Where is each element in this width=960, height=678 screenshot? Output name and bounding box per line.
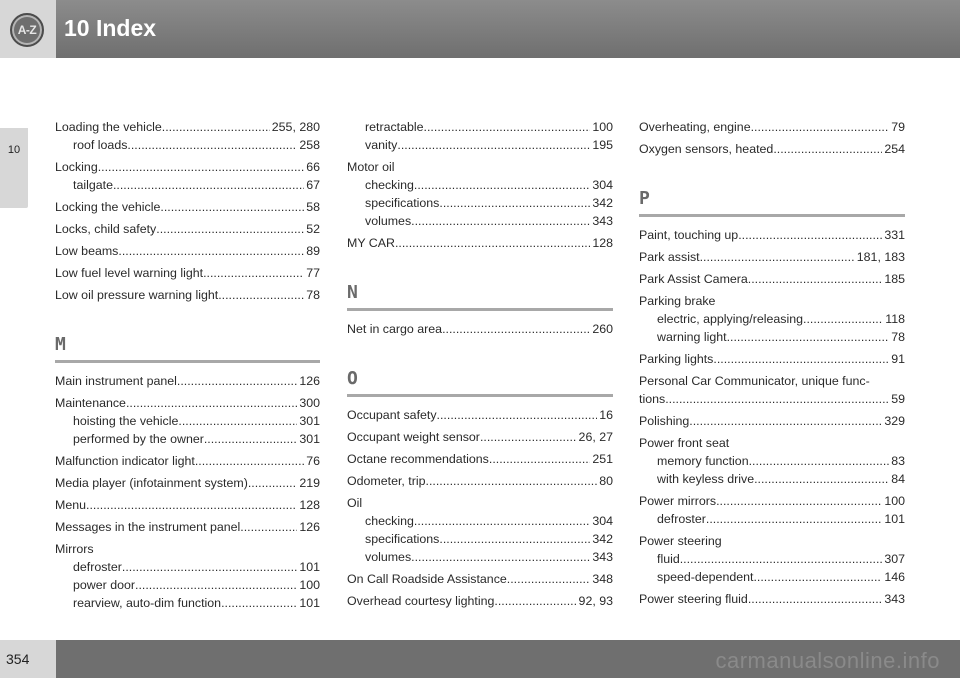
leader-dots xyxy=(414,512,590,530)
index-entry-label: Maintenance xyxy=(55,396,126,410)
index-entry-page: 59 xyxy=(891,392,905,406)
group-list xyxy=(347,406,613,610)
index-entry-page: 101 xyxy=(884,512,905,526)
leader-dots xyxy=(178,412,297,430)
index-subentry xyxy=(639,470,905,488)
index-entry-label: checking xyxy=(365,178,414,192)
index-entry-page: 300 xyxy=(299,396,320,410)
leader-dots xyxy=(122,558,297,576)
index-entry xyxy=(347,406,613,424)
leader-dots xyxy=(803,310,883,328)
index-entry-group xyxy=(55,372,320,390)
leader-dots xyxy=(204,430,297,448)
index-entry-group xyxy=(639,226,905,244)
index-entry-label: Paint, touching up xyxy=(639,228,739,242)
index-entry-label: Power steering fluid xyxy=(639,592,748,606)
index-entry-page: 79 xyxy=(891,120,905,134)
index-entry-group xyxy=(639,270,905,288)
index-entry-page: 101 xyxy=(299,596,320,610)
index-entry-group xyxy=(55,452,320,470)
letter-heading-p: P xyxy=(639,188,905,217)
leader-dots xyxy=(127,136,297,154)
a-z-badge-icon: A-Z xyxy=(10,13,44,47)
index-subentry xyxy=(639,568,905,586)
index-subentry xyxy=(347,194,613,212)
index-entry xyxy=(347,158,613,176)
leader-dots xyxy=(706,510,882,528)
index-entry-label: Overhead courtesy lighting xyxy=(347,594,495,608)
index-entry-page: 76 xyxy=(306,454,320,468)
index-entry-group xyxy=(639,492,905,528)
index-entry-group xyxy=(55,474,320,492)
leader-dots xyxy=(665,390,889,408)
index-entry xyxy=(639,434,905,452)
spacer xyxy=(639,162,905,188)
index-entry xyxy=(639,350,905,368)
index-entry xyxy=(639,270,905,288)
letter-heading-m: M xyxy=(55,334,320,363)
leader-dots xyxy=(753,568,882,586)
index-entry-page: 89 xyxy=(306,244,320,258)
index-subentry xyxy=(55,594,320,612)
index-entry-label: tions xyxy=(639,392,666,406)
index-subentry xyxy=(55,136,320,154)
leader-dots xyxy=(414,176,590,194)
index-entry-page: 126 xyxy=(299,374,320,388)
index-entry-page: 77 xyxy=(306,266,320,280)
index-entry-page: 128 xyxy=(592,236,613,250)
index-entry-label: Messages in the instrument panel xyxy=(55,520,241,534)
index-entry xyxy=(55,518,320,536)
leader-dots xyxy=(751,118,890,136)
index-entry xyxy=(55,452,320,470)
index-entry-page: 92, 93 xyxy=(578,594,613,608)
index-entry-label: Net in cargo area xyxy=(347,322,443,336)
index-entry-page: 343 xyxy=(592,214,613,228)
group-list xyxy=(347,118,613,252)
index-entry-label: hoisting the vehicle xyxy=(73,414,179,428)
index-entry-group xyxy=(347,158,613,230)
index-entry-label: On Call Roadside Assistance xyxy=(347,572,507,586)
index-entry-label: Locking xyxy=(55,160,98,174)
index-entry-label: Media player (infotainment system) xyxy=(55,476,248,490)
leader-dots xyxy=(439,194,590,212)
index-entry-label: retractable xyxy=(365,120,424,134)
index-entry-label: Parking lights xyxy=(639,352,714,366)
group-list xyxy=(55,372,320,612)
index-entry-page: 101 xyxy=(299,560,320,574)
index-entry xyxy=(639,590,905,608)
leader-dots xyxy=(177,372,297,390)
group-list xyxy=(347,320,613,338)
index-entry-page: 78 xyxy=(891,330,905,344)
index-entry-group xyxy=(55,242,320,260)
index-subentry xyxy=(347,136,613,154)
leader-dots xyxy=(411,548,590,566)
index-entry-label: Main instrument panel xyxy=(55,374,177,388)
index-entry-label: warning light xyxy=(657,330,727,344)
leader-dots xyxy=(748,590,882,608)
leader-dots xyxy=(773,140,882,158)
leader-dots xyxy=(426,472,598,490)
index-entry-label: Locking the vehicle xyxy=(55,200,161,214)
chapter-title: 10 Index xyxy=(64,15,157,41)
index-entry-label: fluid xyxy=(657,552,680,566)
index-entry-page: 329 xyxy=(884,414,905,428)
chapter-side-tab-label: 10 xyxy=(7,144,21,156)
index-entry-page: 146 xyxy=(884,570,905,584)
index-entry-page: 100 xyxy=(299,578,320,592)
leader-dots xyxy=(113,176,304,194)
spacer xyxy=(55,308,320,334)
index-entry-label: tailgate xyxy=(73,178,113,192)
leader-dots xyxy=(437,406,598,424)
leader-dots xyxy=(689,412,882,430)
index-entry-page: 80 xyxy=(599,474,613,488)
index-entry-page: 84 xyxy=(891,472,905,486)
index-entry xyxy=(55,286,320,304)
leader-dots xyxy=(135,576,297,594)
index-entry-page: 52 xyxy=(306,222,320,236)
index-entry-group xyxy=(347,118,613,154)
index-entry-label: rearview, auto-dim function xyxy=(73,596,222,610)
leader-dots xyxy=(86,496,297,514)
index-entry xyxy=(55,372,320,390)
leader-dots xyxy=(156,220,304,238)
index-entry xyxy=(639,118,905,136)
index-entry-label: specifications xyxy=(365,196,440,210)
index-entry-label: Power front seat xyxy=(639,436,730,450)
leader-dots xyxy=(727,328,890,346)
index-entry-page: 126 xyxy=(299,520,320,534)
index-entry xyxy=(347,570,613,588)
index-entry-page: 343 xyxy=(884,592,905,606)
index-entry xyxy=(639,292,905,310)
chapter-side-tab xyxy=(0,128,28,208)
leader-dots xyxy=(748,270,883,288)
index-entry-group xyxy=(55,158,320,194)
index-entry xyxy=(639,226,905,244)
index-entry-label: defroster xyxy=(73,560,122,574)
index-entry-label: speed-dependent xyxy=(657,570,754,584)
index-entry-label: volumes xyxy=(365,214,412,228)
leader-dots xyxy=(118,242,304,260)
index-entry-page: 342 xyxy=(592,196,613,210)
index-entry xyxy=(55,242,320,260)
leader-dots xyxy=(195,452,304,470)
index-entry xyxy=(347,472,613,490)
index-entry-label: Octane recommendations xyxy=(347,452,489,466)
index-entry-page: 343 xyxy=(592,550,613,564)
index-entry-group xyxy=(347,570,613,588)
index-entry-label: Mirrors xyxy=(55,542,94,556)
index-entry xyxy=(639,248,905,266)
index-entry-group xyxy=(55,118,320,154)
index-entry xyxy=(639,390,905,408)
leader-dots xyxy=(424,118,591,136)
index-entry-label: Overheating, engine xyxy=(639,120,751,134)
index-entry-page: 342 xyxy=(592,532,613,546)
group-list xyxy=(639,118,905,158)
index-entry-label: vanity xyxy=(365,138,398,152)
leader-dots xyxy=(489,450,590,468)
index-column-3 xyxy=(639,118,905,612)
index-entry-label: Low beams xyxy=(55,244,119,258)
index-entry xyxy=(55,158,320,176)
index-entry-label: MY CAR xyxy=(347,236,395,250)
index-entry-label: Odometer, trip xyxy=(347,474,426,488)
group-list xyxy=(55,118,320,304)
index-entry-label: Motor oil xyxy=(347,160,395,174)
leader-dots xyxy=(439,530,590,548)
index-entry-label: with keyless drive xyxy=(657,472,755,486)
index-subentry xyxy=(55,176,320,194)
leader-dots xyxy=(480,428,577,446)
index-entry-group xyxy=(55,220,320,238)
index-entry-label: Oil xyxy=(347,496,363,510)
index-entry-label: Occupant weight sensor xyxy=(347,430,480,444)
index-entry-group xyxy=(347,406,613,424)
index-entry-label: memory function xyxy=(657,454,749,468)
index-entry-group xyxy=(347,592,613,610)
index-entry-group xyxy=(347,494,613,566)
index-subentry xyxy=(639,510,905,528)
index-entry-label: Low fuel level warning light xyxy=(55,266,204,280)
index-entry-group xyxy=(639,140,905,158)
group-list xyxy=(639,226,905,608)
index-entry-label: Malfunction indicator light xyxy=(55,454,195,468)
letter-heading-n: N xyxy=(347,282,613,311)
leader-dots xyxy=(680,550,883,568)
index-entry xyxy=(639,492,905,510)
leader-dots xyxy=(749,452,890,470)
leader-dots xyxy=(126,394,297,412)
index-entry-group xyxy=(347,450,613,468)
leader-dots xyxy=(218,286,304,304)
watermark: carmanualsonline.info xyxy=(715,648,940,673)
index-entry xyxy=(347,320,613,338)
index-entry-page: 16 xyxy=(599,408,613,422)
index-entry-label: Menu xyxy=(55,498,86,512)
index-entry xyxy=(347,234,613,252)
index-entry-label: Power steering xyxy=(639,534,722,548)
leader-dots xyxy=(221,594,297,612)
index-entry-page: 100 xyxy=(592,120,613,134)
leader-dots xyxy=(240,518,297,536)
index-entry xyxy=(347,428,613,446)
index-entry-page: 91 xyxy=(891,352,905,366)
index-entry xyxy=(639,412,905,430)
index-entry-page: 331 xyxy=(884,228,905,242)
index-entry xyxy=(55,540,320,558)
index-entry-page: 66 xyxy=(306,160,320,174)
index-column-1 xyxy=(55,118,320,616)
index-entry-page: 181, 183 xyxy=(856,250,905,264)
index-entry xyxy=(55,198,320,216)
page-number: 354 xyxy=(6,651,30,667)
index-subentry xyxy=(347,176,613,194)
index-entry-group xyxy=(55,198,320,216)
index-entry-label: defroster xyxy=(657,512,706,526)
leader-dots xyxy=(716,492,882,510)
index-entry-label: Occupant safety xyxy=(347,408,437,422)
leader-dots xyxy=(754,470,889,488)
index-entry-group xyxy=(55,286,320,304)
index-entry-page: 67 xyxy=(306,178,320,192)
leader-dots xyxy=(160,198,304,216)
index-entry-label: electric, applying/releasing xyxy=(657,312,804,326)
index-subentry xyxy=(55,576,320,594)
index-entry-group xyxy=(347,234,613,252)
index-entry-group xyxy=(639,350,905,368)
index-subentry xyxy=(639,452,905,470)
index-entry-page: 258 xyxy=(299,138,320,152)
leader-dots xyxy=(700,248,855,266)
index-entry-label: checking xyxy=(365,514,414,528)
index-entry-page: 251 xyxy=(592,452,613,466)
index-entry-page: 255, 280 xyxy=(271,120,320,134)
index-entry-group xyxy=(55,518,320,536)
index-entry-page: 78 xyxy=(306,288,320,302)
index-entry-group xyxy=(347,320,613,338)
index-entry-page: 301 xyxy=(299,432,320,446)
index-entry-group xyxy=(347,428,613,446)
index-entry-group xyxy=(55,540,320,612)
index-entry-page: 185 xyxy=(884,272,905,286)
leader-dots xyxy=(248,474,297,492)
index-entry-label: specifications xyxy=(365,532,440,546)
index-entry-label: Locks, child safety xyxy=(55,222,157,236)
index-entry-label: Parking brake xyxy=(639,294,716,308)
index-entry-label: Oxygen sensors, heated xyxy=(639,142,774,156)
leader-dots xyxy=(98,158,304,176)
index-subentry xyxy=(639,328,905,346)
index-entry-page: 128 xyxy=(299,498,320,512)
index-subentry xyxy=(347,118,613,136)
leader-dots xyxy=(442,320,590,338)
index-entry-group xyxy=(639,292,905,346)
index-entry-label: roof loads xyxy=(73,138,128,152)
index-entry-label: volumes xyxy=(365,550,412,564)
index-column-2 xyxy=(347,118,613,614)
index-entry-page: 348 xyxy=(592,572,613,586)
index-subentry xyxy=(55,558,320,576)
index-entry-label: power door xyxy=(73,578,135,592)
leader-dots xyxy=(713,350,889,368)
index-entry-page: 254 xyxy=(884,142,905,156)
index-entry-group xyxy=(639,248,905,266)
index-subentry xyxy=(639,550,905,568)
index-entry-page: 83 xyxy=(891,454,905,468)
leader-dots xyxy=(411,212,590,230)
index-entry xyxy=(55,220,320,238)
index-entry-group xyxy=(347,472,613,490)
index-entry xyxy=(55,118,320,136)
index-entry-page: 26, 27 xyxy=(578,430,613,444)
index-subentry xyxy=(347,512,613,530)
spacer xyxy=(347,342,613,368)
index-entry xyxy=(347,494,613,512)
index-entry xyxy=(55,264,320,282)
index-entry-page: 219 xyxy=(299,476,320,490)
index-entry-group xyxy=(55,264,320,282)
index-entry xyxy=(55,394,320,412)
index-entry-label: Personal Car Communicator, unique func- xyxy=(639,374,870,388)
index-entry-page: 195 xyxy=(592,138,613,152)
index-entry xyxy=(347,450,613,468)
leader-dots xyxy=(738,226,882,244)
index-entry-page: 307 xyxy=(884,552,905,566)
leader-dots xyxy=(162,118,270,136)
index-entry-label: Park assist xyxy=(639,250,700,264)
index-entry xyxy=(639,532,905,550)
index-entry-page: 304 xyxy=(592,514,613,528)
index-entry-group xyxy=(55,496,320,514)
index-subentry xyxy=(347,212,613,230)
spacer xyxy=(347,256,613,282)
index-subentry xyxy=(55,412,320,430)
leader-dots xyxy=(507,570,591,588)
index-entry xyxy=(55,474,320,492)
index-entry-page: 118 xyxy=(885,312,905,326)
index-entry-label: performed by the owner xyxy=(73,432,204,446)
index-entry-page: 304 xyxy=(592,178,613,192)
index-entry-group xyxy=(639,412,905,430)
index-subentry xyxy=(55,430,320,448)
index-entry xyxy=(639,140,905,158)
leader-dots xyxy=(494,592,576,610)
index-entry-page: 58 xyxy=(306,200,320,214)
leader-dots xyxy=(397,136,590,154)
leader-dots xyxy=(203,264,304,282)
index-entry xyxy=(347,592,613,610)
index-entry-page: 301 xyxy=(299,414,320,428)
index-subentry xyxy=(639,310,905,328)
index-entry-label: Polishing xyxy=(639,414,690,428)
index-entry-group xyxy=(639,590,905,608)
index-entry-group xyxy=(639,434,905,488)
index-entry xyxy=(55,496,320,514)
index-subentry xyxy=(347,530,613,548)
letter-heading-o: O xyxy=(347,368,613,397)
index-entry-label: Loading the vehicle xyxy=(55,120,162,134)
index-entry-group xyxy=(639,532,905,586)
index-subentry xyxy=(347,548,613,566)
index-entry-label: Power mirrors xyxy=(639,494,717,508)
index-entry-page: 100 xyxy=(884,494,905,508)
index-entry-label: Park Assist Camera xyxy=(639,272,748,286)
index-entry-group xyxy=(55,394,320,448)
index-entry-label: Low oil pressure warning light xyxy=(55,288,219,302)
index-entry-group xyxy=(639,372,905,408)
index-entry-page: 260 xyxy=(592,322,613,336)
index-entry-group xyxy=(639,118,905,136)
leader-dots xyxy=(395,234,590,252)
